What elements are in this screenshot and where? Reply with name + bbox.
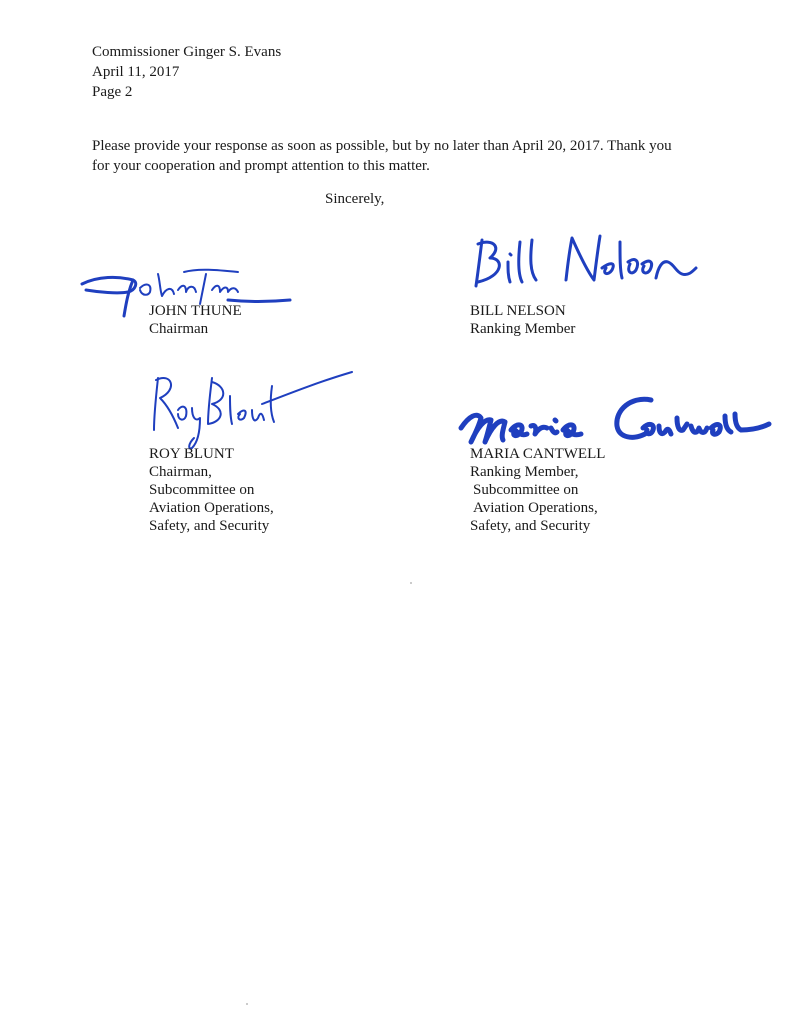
blunt-title-line-3: Aviation Operations, (149, 500, 274, 516)
thune-name: JOHN THUNE (149, 303, 242, 319)
thune-title: Chairman (149, 321, 209, 337)
body-paragraph (92, 136, 712, 176)
date-line: April 11, 2017 (92, 64, 180, 80)
cantwell-title-line-2: Subcommittee on (473, 482, 579, 498)
cantwell-name: MARIA CANTWELL (470, 446, 606, 462)
blunt-title-line-4: Safety, and Security (149, 518, 270, 534)
blunt-signature-block (149, 445, 274, 535)
recipient-line: Commissioner Ginger S. Evans (92, 44, 282, 60)
blunt-name: ROY BLUNT (149, 446, 234, 462)
scan-speck (246, 1003, 248, 1005)
body-line-2: for your cooperation and prompt attention to this matter. (92, 158, 430, 174)
nelson-name: BILL NELSON (470, 303, 566, 319)
scan-speck (410, 582, 412, 584)
cantwell-signature-block (470, 445, 605, 535)
cantwell-title-line-3: Aviation Operations, (473, 500, 598, 516)
nelson-signature-ink (470, 232, 700, 292)
cantwell-title-line-4: Safety, and Security (470, 518, 591, 534)
body-line-1: Please provide your response as soon as possible, but by no later than April 20, 2017. Thank you (92, 138, 672, 154)
blunt-signature (148, 366, 358, 456)
cantwell-title-line-1: Ranking Member, (470, 464, 579, 480)
blunt-title-line-1: Chairman, (149, 464, 212, 480)
nelson-title: Ranking Member (470, 321, 576, 337)
letter-header (92, 42, 281, 102)
nelson-signature-block (470, 302, 575, 338)
nelson-signature (470, 232, 700, 292)
blunt-signature-ink (148, 366, 358, 456)
closing-salutation: Sincerely, (325, 191, 385, 207)
page-number: Page 2 (92, 84, 133, 100)
blunt-title-line-2: Subcommittee on (149, 482, 255, 498)
thune-signature-block (149, 302, 242, 338)
